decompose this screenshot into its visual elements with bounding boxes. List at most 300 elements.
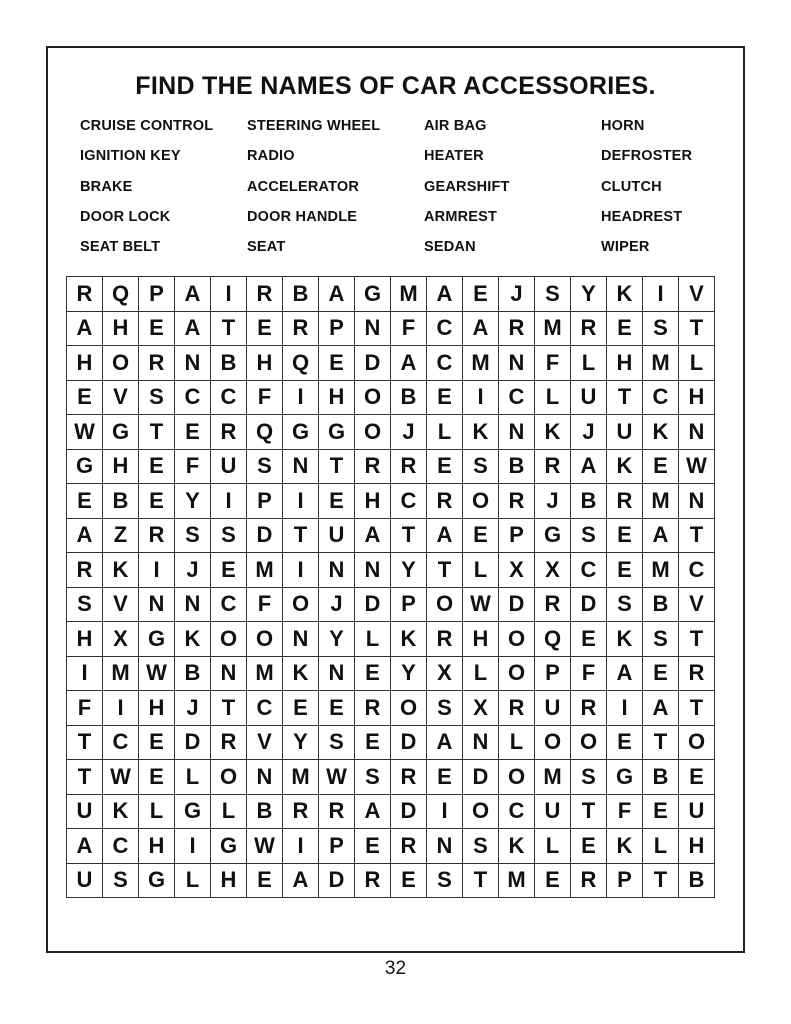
grid-cell[interactable]: L — [463, 553, 499, 588]
grid-cell[interactable]: R — [283, 311, 319, 346]
grid-cell[interactable]: R — [427, 484, 463, 519]
grid-cell[interactable]: D — [499, 587, 535, 622]
grid-cell[interactable]: A — [391, 346, 427, 381]
grid-cell[interactable]: I — [139, 553, 175, 588]
grid-cell[interactable]: O — [103, 346, 139, 381]
grid-cell[interactable]: L — [499, 725, 535, 760]
grid-cell[interactable]: A — [67, 518, 103, 553]
grid-cell[interactable]: B — [391, 380, 427, 415]
grid-cell[interactable]: R — [139, 518, 175, 553]
grid-cell[interactable]: E — [391, 863, 427, 898]
grid-cell[interactable]: V — [679, 277, 715, 312]
grid-cell[interactable]: N — [355, 311, 391, 346]
grid-cell[interactable]: A — [643, 691, 679, 726]
grid-cell[interactable]: N — [283, 449, 319, 484]
grid-cell[interactable]: E — [355, 829, 391, 864]
grid-cell[interactable]: H — [67, 346, 103, 381]
grid-cell[interactable]: O — [211, 760, 247, 795]
grid-cell[interactable]: E — [319, 346, 355, 381]
grid-cell[interactable]: S — [643, 311, 679, 346]
grid-cell[interactable]: G — [535, 518, 571, 553]
grid-cell[interactable]: E — [355, 656, 391, 691]
grid-cell[interactable]: E — [319, 691, 355, 726]
grid-cell[interactable]: I — [283, 380, 319, 415]
grid-cell[interactable]: T — [211, 691, 247, 726]
grid-cell[interactable]: U — [319, 518, 355, 553]
grid-cell[interactable]: G — [355, 277, 391, 312]
grid-cell[interactable]: S — [355, 760, 391, 795]
grid-cell[interactable]: E — [679, 760, 715, 795]
grid-cell[interactable]: G — [139, 863, 175, 898]
grid-cell[interactable]: A — [67, 311, 103, 346]
grid-cell[interactable]: K — [391, 622, 427, 657]
grid-cell[interactable]: L — [211, 794, 247, 829]
grid-cell[interactable]: S — [607, 587, 643, 622]
grid-cell[interactable]: H — [67, 622, 103, 657]
grid-cell[interactable]: Y — [319, 622, 355, 657]
grid-cell[interactable]: E — [463, 518, 499, 553]
grid-cell[interactable]: C — [247, 691, 283, 726]
grid-cell[interactable]: M — [499, 863, 535, 898]
grid-cell[interactable]: D — [247, 518, 283, 553]
grid-cell[interactable]: N — [499, 346, 535, 381]
grid-cell[interactable]: D — [355, 587, 391, 622]
grid-cell[interactable]: A — [571, 449, 607, 484]
grid-cell[interactable]: Y — [391, 553, 427, 588]
grid-cell[interactable]: K — [607, 449, 643, 484]
grid-cell[interactable]: M — [463, 346, 499, 381]
grid-cell[interactable]: P — [319, 829, 355, 864]
grid-cell[interactable]: N — [319, 553, 355, 588]
grid-cell[interactable]: P — [391, 587, 427, 622]
grid-cell[interactable]: Q — [535, 622, 571, 657]
grid-cell[interactable]: D — [355, 346, 391, 381]
grid-cell[interactable]: S — [427, 863, 463, 898]
grid-cell[interactable]: N — [463, 725, 499, 760]
grid-cell[interactable]: W — [103, 760, 139, 795]
grid-cell[interactable]: S — [535, 277, 571, 312]
grid-cell[interactable]: H — [139, 691, 175, 726]
grid-cell[interactable]: H — [679, 380, 715, 415]
grid-cell[interactable]: S — [67, 587, 103, 622]
grid-cell[interactable]: E — [607, 553, 643, 588]
grid-cell[interactable]: E — [571, 829, 607, 864]
grid-cell[interactable]: E — [139, 449, 175, 484]
grid-cell[interactable]: M — [535, 311, 571, 346]
grid-cell[interactable]: U — [211, 449, 247, 484]
grid-cell[interactable]: H — [463, 622, 499, 657]
grid-cell[interactable]: W — [679, 449, 715, 484]
grid-cell[interactable]: O — [355, 380, 391, 415]
grid-cell[interactable]: T — [571, 794, 607, 829]
grid-cell[interactable]: H — [211, 863, 247, 898]
grid-cell[interactable]: T — [319, 449, 355, 484]
grid-cell[interactable]: A — [319, 277, 355, 312]
grid-cell[interactable]: F — [607, 794, 643, 829]
grid-cell[interactable]: R — [67, 277, 103, 312]
grid-cell[interactable]: Q — [247, 415, 283, 450]
grid-cell[interactable]: X — [103, 622, 139, 657]
grid-cell[interactable]: U — [607, 415, 643, 450]
grid-cell[interactable]: B — [499, 449, 535, 484]
grid-cell[interactable]: E — [283, 691, 319, 726]
grid-cell[interactable]: O — [535, 725, 571, 760]
grid-cell[interactable]: S — [175, 518, 211, 553]
grid-cell[interactable]: I — [283, 829, 319, 864]
grid-cell[interactable]: T — [643, 725, 679, 760]
grid-cell[interactable]: O — [571, 725, 607, 760]
grid-cell[interactable]: P — [247, 484, 283, 519]
grid-cell[interactable]: M — [283, 760, 319, 795]
grid-cell[interactable]: T — [463, 863, 499, 898]
grid-cell[interactable]: K — [103, 553, 139, 588]
grid-cell[interactable]: P — [607, 863, 643, 898]
grid-cell[interactable]: E — [463, 277, 499, 312]
grid-cell[interactable]: E — [643, 794, 679, 829]
grid-cell[interactable]: T — [211, 311, 247, 346]
grid-cell[interactable]: A — [67, 829, 103, 864]
grid-cell[interactable]: F — [247, 587, 283, 622]
grid-cell[interactable]: R — [355, 691, 391, 726]
grid-cell[interactable]: A — [175, 311, 211, 346]
grid-cell[interactable]: B — [247, 794, 283, 829]
grid-cell[interactable]: G — [67, 449, 103, 484]
grid-cell[interactable]: X — [499, 553, 535, 588]
grid-cell[interactable]: B — [643, 760, 679, 795]
grid-cell[interactable]: T — [427, 553, 463, 588]
grid-cell[interactable]: A — [355, 518, 391, 553]
grid-cell[interactable]: O — [463, 794, 499, 829]
grid-cell[interactable]: D — [175, 725, 211, 760]
grid-cell[interactable]: I — [175, 829, 211, 864]
grid-cell[interactable]: X — [427, 656, 463, 691]
grid-cell[interactable]: Y — [283, 725, 319, 760]
grid-cell[interactable]: I — [283, 553, 319, 588]
grid-cell[interactable]: T — [679, 622, 715, 657]
grid-cell[interactable]: F — [67, 691, 103, 726]
grid-cell[interactable]: C — [679, 553, 715, 588]
grid-cell[interactable]: S — [211, 518, 247, 553]
grid-cell[interactable]: B — [643, 587, 679, 622]
grid-cell[interactable]: N — [139, 587, 175, 622]
grid-cell[interactable]: R — [391, 449, 427, 484]
grid-cell[interactable]: A — [643, 518, 679, 553]
grid-cell[interactable]: E — [643, 449, 679, 484]
grid-cell[interactable]: P — [499, 518, 535, 553]
grid-cell[interactable]: D — [391, 725, 427, 760]
grid-cell[interactable]: N — [175, 346, 211, 381]
grid-cell[interactable]: R — [499, 484, 535, 519]
grid-cell[interactable]: K — [607, 622, 643, 657]
grid-cell[interactable]: K — [499, 829, 535, 864]
grid-cell[interactable]: T — [139, 415, 175, 450]
grid-cell[interactable]: Q — [103, 277, 139, 312]
grid-cell[interactable]: K — [175, 622, 211, 657]
grid-cell[interactable]: E — [139, 725, 175, 760]
grid-cell[interactable]: E — [643, 656, 679, 691]
grid-cell[interactable]: A — [607, 656, 643, 691]
grid-cell[interactable]: M — [247, 656, 283, 691]
grid-cell[interactable]: I — [211, 277, 247, 312]
grid-cell[interactable]: J — [499, 277, 535, 312]
grid-cell[interactable]: G — [175, 794, 211, 829]
grid-cell[interactable]: O — [283, 587, 319, 622]
grid-cell[interactable]: T — [391, 518, 427, 553]
grid-cell[interactable]: E — [355, 725, 391, 760]
grid-cell[interactable]: G — [319, 415, 355, 450]
grid-cell[interactable]: R — [139, 346, 175, 381]
grid-cell[interactable]: M — [247, 553, 283, 588]
grid-cell[interactable]: L — [355, 622, 391, 657]
grid-cell[interactable]: R — [211, 415, 247, 450]
grid-cell[interactable]: A — [355, 794, 391, 829]
grid-cell[interactable]: O — [355, 415, 391, 450]
grid-cell[interactable]: R — [67, 553, 103, 588]
grid-cell[interactable]: G — [211, 829, 247, 864]
grid-cell[interactable]: L — [175, 760, 211, 795]
grid-cell[interactable]: D — [391, 794, 427, 829]
grid-cell[interactable]: Y — [391, 656, 427, 691]
grid-cell[interactable]: K — [283, 656, 319, 691]
grid-cell[interactable]: L — [427, 415, 463, 450]
grid-cell[interactable]: O — [463, 484, 499, 519]
grid-cell[interactable]: I — [211, 484, 247, 519]
grid-cell[interactable]: B — [175, 656, 211, 691]
grid-cell[interactable]: T — [67, 725, 103, 760]
grid-cell[interactable]: R — [535, 449, 571, 484]
grid-cell[interactable]: C — [211, 587, 247, 622]
grid-cell[interactable]: O — [247, 622, 283, 657]
grid-cell[interactable]: G — [607, 760, 643, 795]
grid-cell[interactable]: L — [679, 346, 715, 381]
grid-cell[interactable]: V — [103, 587, 139, 622]
grid-cell[interactable]: J — [175, 691, 211, 726]
grid-cell[interactable]: D — [463, 760, 499, 795]
grid-cell[interactable]: S — [463, 829, 499, 864]
grid-cell[interactable]: Z — [103, 518, 139, 553]
grid-cell[interactable]: J — [319, 587, 355, 622]
grid-cell[interactable]: C — [499, 380, 535, 415]
grid-cell[interactable]: E — [139, 484, 175, 519]
grid-cell[interactable]: O — [679, 725, 715, 760]
grid-cell[interactable]: R — [499, 311, 535, 346]
grid-cell[interactable]: J — [175, 553, 211, 588]
grid-cell[interactable]: M — [643, 346, 679, 381]
grid-cell[interactable]: T — [67, 760, 103, 795]
grid-cell[interactable]: U — [67, 863, 103, 898]
grid-cell[interactable]: N — [679, 484, 715, 519]
grid-cell[interactable]: S — [571, 760, 607, 795]
grid-cell[interactable]: A — [427, 277, 463, 312]
grid-cell[interactable]: M — [103, 656, 139, 691]
grid-cell[interactable]: R — [355, 449, 391, 484]
grid-cell[interactable]: C — [499, 794, 535, 829]
grid-cell[interactable]: J — [535, 484, 571, 519]
grid-cell[interactable]: B — [211, 346, 247, 381]
grid-cell[interactable]: B — [571, 484, 607, 519]
grid-cell[interactable]: U — [679, 794, 715, 829]
grid-cell[interactable]: R — [679, 656, 715, 691]
grid-cell[interactable]: H — [103, 311, 139, 346]
grid-cell[interactable]: A — [283, 863, 319, 898]
grid-cell[interactable]: L — [571, 346, 607, 381]
grid-cell[interactable]: S — [571, 518, 607, 553]
grid-cell[interactable]: F — [247, 380, 283, 415]
grid-cell[interactable]: J — [391, 415, 427, 450]
grid-cell[interactable]: E — [211, 553, 247, 588]
grid-cell[interactable]: R — [499, 691, 535, 726]
grid-cell[interactable]: H — [607, 346, 643, 381]
grid-cell[interactable]: B — [103, 484, 139, 519]
grid-cell[interactable]: F — [175, 449, 211, 484]
grid-cell[interactable]: S — [103, 863, 139, 898]
grid-cell[interactable]: X — [535, 553, 571, 588]
grid-cell[interactable]: E — [139, 311, 175, 346]
grid-cell[interactable]: I — [283, 484, 319, 519]
grid-cell[interactable]: H — [103, 449, 139, 484]
grid-cell[interactable]: B — [679, 863, 715, 898]
grid-cell[interactable]: K — [535, 415, 571, 450]
grid-cell[interactable]: C — [103, 725, 139, 760]
grid-cell[interactable]: U — [67, 794, 103, 829]
grid-cell[interactable]: C — [427, 346, 463, 381]
grid-cell[interactable]: K — [463, 415, 499, 450]
grid-cell[interactable]: W — [319, 760, 355, 795]
grid-cell[interactable]: U — [535, 691, 571, 726]
grid-cell[interactable]: S — [319, 725, 355, 760]
grid-cell[interactable]: K — [643, 415, 679, 450]
grid-cell[interactable]: A — [175, 277, 211, 312]
grid-cell[interactable]: N — [283, 622, 319, 657]
grid-cell[interactable]: T — [607, 380, 643, 415]
grid-cell[interactable]: V — [247, 725, 283, 760]
grid-cell[interactable]: F — [571, 656, 607, 691]
grid-cell[interactable]: H — [355, 484, 391, 519]
grid-cell[interactable]: L — [175, 863, 211, 898]
grid-cell[interactable]: W — [67, 415, 103, 450]
grid-cell[interactable]: C — [427, 311, 463, 346]
grid-cell[interactable]: K — [607, 829, 643, 864]
grid-cell[interactable]: I — [67, 656, 103, 691]
grid-cell[interactable]: T — [679, 311, 715, 346]
grid-cell[interactable]: R — [319, 794, 355, 829]
grid-cell[interactable]: H — [139, 829, 175, 864]
grid-cell[interactable]: P — [319, 311, 355, 346]
grid-cell[interactable]: C — [571, 553, 607, 588]
grid-cell[interactable]: N — [679, 415, 715, 450]
grid-cell[interactable]: L — [139, 794, 175, 829]
grid-cell[interactable]: O — [499, 760, 535, 795]
grid-cell[interactable]: Q — [283, 346, 319, 381]
grid-cell[interactable]: R — [247, 277, 283, 312]
grid-cell[interactable]: C — [391, 484, 427, 519]
grid-cell[interactable]: U — [535, 794, 571, 829]
grid-cell[interactable]: R — [355, 863, 391, 898]
grid-cell[interactable]: G — [139, 622, 175, 657]
grid-cell[interactable]: E — [67, 380, 103, 415]
grid-cell[interactable]: N — [427, 829, 463, 864]
grid-cell[interactable]: I — [427, 794, 463, 829]
grid-cell[interactable]: M — [391, 277, 427, 312]
grid-cell[interactable]: W — [139, 656, 175, 691]
grid-cell[interactable]: E — [247, 311, 283, 346]
grid-cell[interactable]: E — [427, 380, 463, 415]
grid-cell[interactable]: M — [535, 760, 571, 795]
grid-cell[interactable]: O — [211, 622, 247, 657]
grid-cell[interactable]: I — [643, 277, 679, 312]
grid-cell[interactable]: V — [103, 380, 139, 415]
grid-cell[interactable]: E — [67, 484, 103, 519]
grid-cell[interactable]: R — [427, 622, 463, 657]
grid-cell[interactable]: H — [679, 829, 715, 864]
grid-cell[interactable]: T — [679, 691, 715, 726]
grid-cell[interactable]: C — [175, 380, 211, 415]
grid-cell[interactable]: X — [463, 691, 499, 726]
grid-cell[interactable]: E — [607, 311, 643, 346]
grid-cell[interactable]: I — [607, 691, 643, 726]
grid-cell[interactable]: O — [499, 622, 535, 657]
grid-cell[interactable]: A — [427, 518, 463, 553]
grid-cell[interactable]: E — [427, 760, 463, 795]
grid-cell[interactable]: S — [139, 380, 175, 415]
grid-cell[interactable]: R — [571, 863, 607, 898]
grid-cell[interactable]: N — [211, 656, 247, 691]
grid-cell[interactable]: N — [247, 760, 283, 795]
grid-cell[interactable]: N — [175, 587, 211, 622]
grid-cell[interactable]: L — [535, 380, 571, 415]
grid-cell[interactable]: E — [175, 415, 211, 450]
grid-cell[interactable]: G — [283, 415, 319, 450]
grid-cell[interactable]: E — [139, 760, 175, 795]
grid-cell[interactable]: E — [427, 449, 463, 484]
grid-cell[interactable]: K — [103, 794, 139, 829]
grid-cell[interactable]: R — [535, 587, 571, 622]
grid-cell[interactable]: R — [607, 484, 643, 519]
grid-cell[interactable]: V — [679, 587, 715, 622]
grid-cell[interactable]: Y — [571, 277, 607, 312]
grid-cell[interactable]: T — [679, 518, 715, 553]
grid-cell[interactable]: M — [643, 484, 679, 519]
grid-cell[interactable]: S — [463, 449, 499, 484]
grid-cell[interactable]: I — [463, 380, 499, 415]
grid-cell[interactable]: J — [571, 415, 607, 450]
grid-cell[interactable]: E — [247, 863, 283, 898]
grid-cell[interactable]: A — [463, 311, 499, 346]
grid-cell[interactable]: D — [571, 587, 607, 622]
grid-cell[interactable]: H — [247, 346, 283, 381]
grid-cell[interactable]: N — [355, 553, 391, 588]
grid-cell[interactable]: F — [391, 311, 427, 346]
grid-cell[interactable]: E — [571, 622, 607, 657]
grid-cell[interactable]: W — [463, 587, 499, 622]
grid-cell[interactable]: L — [535, 829, 571, 864]
grid-cell[interactable]: P — [139, 277, 175, 312]
grid-cell[interactable]: C — [211, 380, 247, 415]
grid-cell[interactable]: Y — [175, 484, 211, 519]
grid-cell[interactable]: S — [427, 691, 463, 726]
grid-cell[interactable]: E — [607, 725, 643, 760]
grid-cell[interactable]: S — [643, 622, 679, 657]
grid-cell[interactable]: K — [607, 277, 643, 312]
grid-cell[interactable]: O — [427, 587, 463, 622]
grid-cell[interactable]: R — [283, 794, 319, 829]
grid-cell[interactable]: R — [211, 725, 247, 760]
grid-cell[interactable]: T — [643, 863, 679, 898]
grid-cell[interactable]: I — [103, 691, 139, 726]
grid-cell[interactable]: O — [391, 691, 427, 726]
grid-cell[interactable]: T — [283, 518, 319, 553]
grid-cell[interactable]: E — [607, 518, 643, 553]
